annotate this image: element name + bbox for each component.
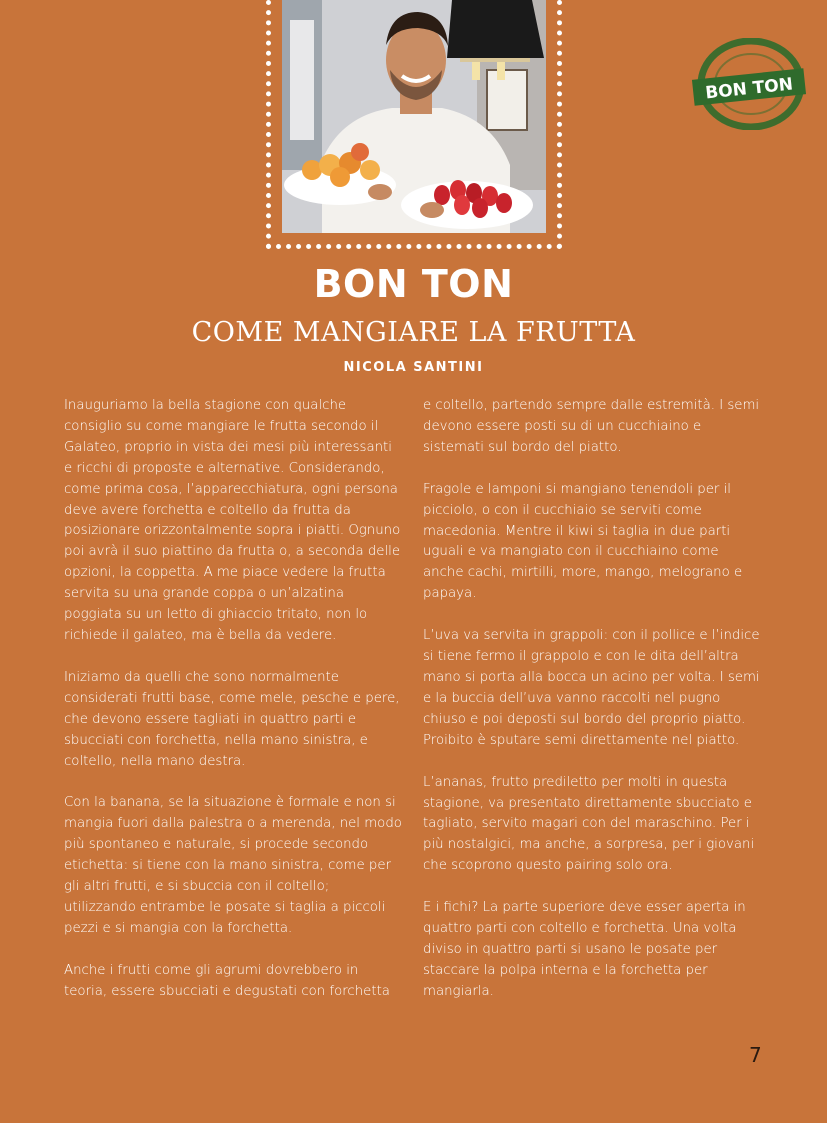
article-column-right [423,396,763,1024]
article-author: NICOLA SANTINI [343,360,484,375]
paragraph: L’ananas, frutto prediletto per molti in questa stagione, va presentato direttamente sbucciato e tagliato, servito magari con del maraschino. Per i più nostalgici, ma anche, a sorpresa, per i giovani che scoprono questo pairing solo ora. [423,774,755,874]
chef-with-fruit-illustration [282,0,546,233]
stamp-icon [691,38,807,130]
article-subtitle: COME MANGIARE LA FRUTTA [191,317,636,348]
paragraph: E i fichi? La parte superiore deve esser aperta in quattro parti con coltello e forchetta. Una volta diviso in quattro parti si usano le posate per staccare la polpa interna e la forchetta per mangiarla. [423,900,746,999]
bon-ton-stamp [691,38,807,130]
paragraph: Inauguriamo la bella stagione con qualche consiglio su come mangiare le frutta secondo il Galateo, proprio in vista dei mesi più interessanti e ricchi di proposte e alternative. Considerando, come prima cosa, l’apparecchiatura, ogni persona deve avere forchetta e coltello da frutta da posizionare orizzontalmente sopra i piatti. Ognuno poi avrà il suo piattino da frutta o, a seconda delle opzioni, la coppetta. A me piace vedere la frutta servita su una grande coppa o un’alzatina poggiata su un letto di ghiaccio tritato, non lo richiede il galateo, ma è bella da vedere. [64,398,401,643]
paragraph: Fragole e lamponi si mangiano tenendoli per il picciolo, o con il cucchiaio se serviti come macedonia. Mentre il kiwi si taglia in due parti uguali e va mangiato con il cucchiaino come anche cachi, mirtilli, more, mango, melograno e papaya. [423,481,743,602]
page-number: 7 [749,1043,762,1067]
paragraph: Anche i frutti come gli agrumi dovrebbero in teoria, essere sbucciati e degustati con forchetta [64,962,390,999]
article-column-left [64,396,404,1024]
paragraph: e coltello, partendo sempre dalle estremità. I semi devono essere posti su di un cucchiaino e sistemati sul bordo del piatto. [423,398,760,455]
paragraph: L’uva va servita in grappoli: con il pollice e l’indice si tiene fermo il grappolo e con le dita dell’altra mano si porta alla bocca un acino per volta. I semi e la buccia dell’uva vanno raccolti nel pugno chiuso e poi deposti sul bordo del proprio piatto. Proibito è sputare semi direttamente nel piatto. [423,628,760,748]
article-title: BON TON [313,262,514,306]
paragraph: Iniziamo da quelli che sono normalmente considerati frutti base, come mele, pesche e pere, che devono essere tagliati in quattro parti e sbucciati con forchetta, nella mano sinistra, e coltello, nella mano destra. [64,669,400,769]
paragraph: Con la banana, se la situazione è formale e non si mangia fuori dalla palestra o a merenda, nel modo più spontaneo e naturale, si procede secondo etichetta: si tiene con la mano sinistra, come per gli altri frutti, e si sbuccia con il coltello; utilizzando entrambe le posate si taglia a piccoli pezzi e si mangia con la forchetta. [64,795,402,936]
photo-frame [266,0,562,249]
stamp-label: BON TON [704,74,794,104]
chef-photo [282,0,546,233]
